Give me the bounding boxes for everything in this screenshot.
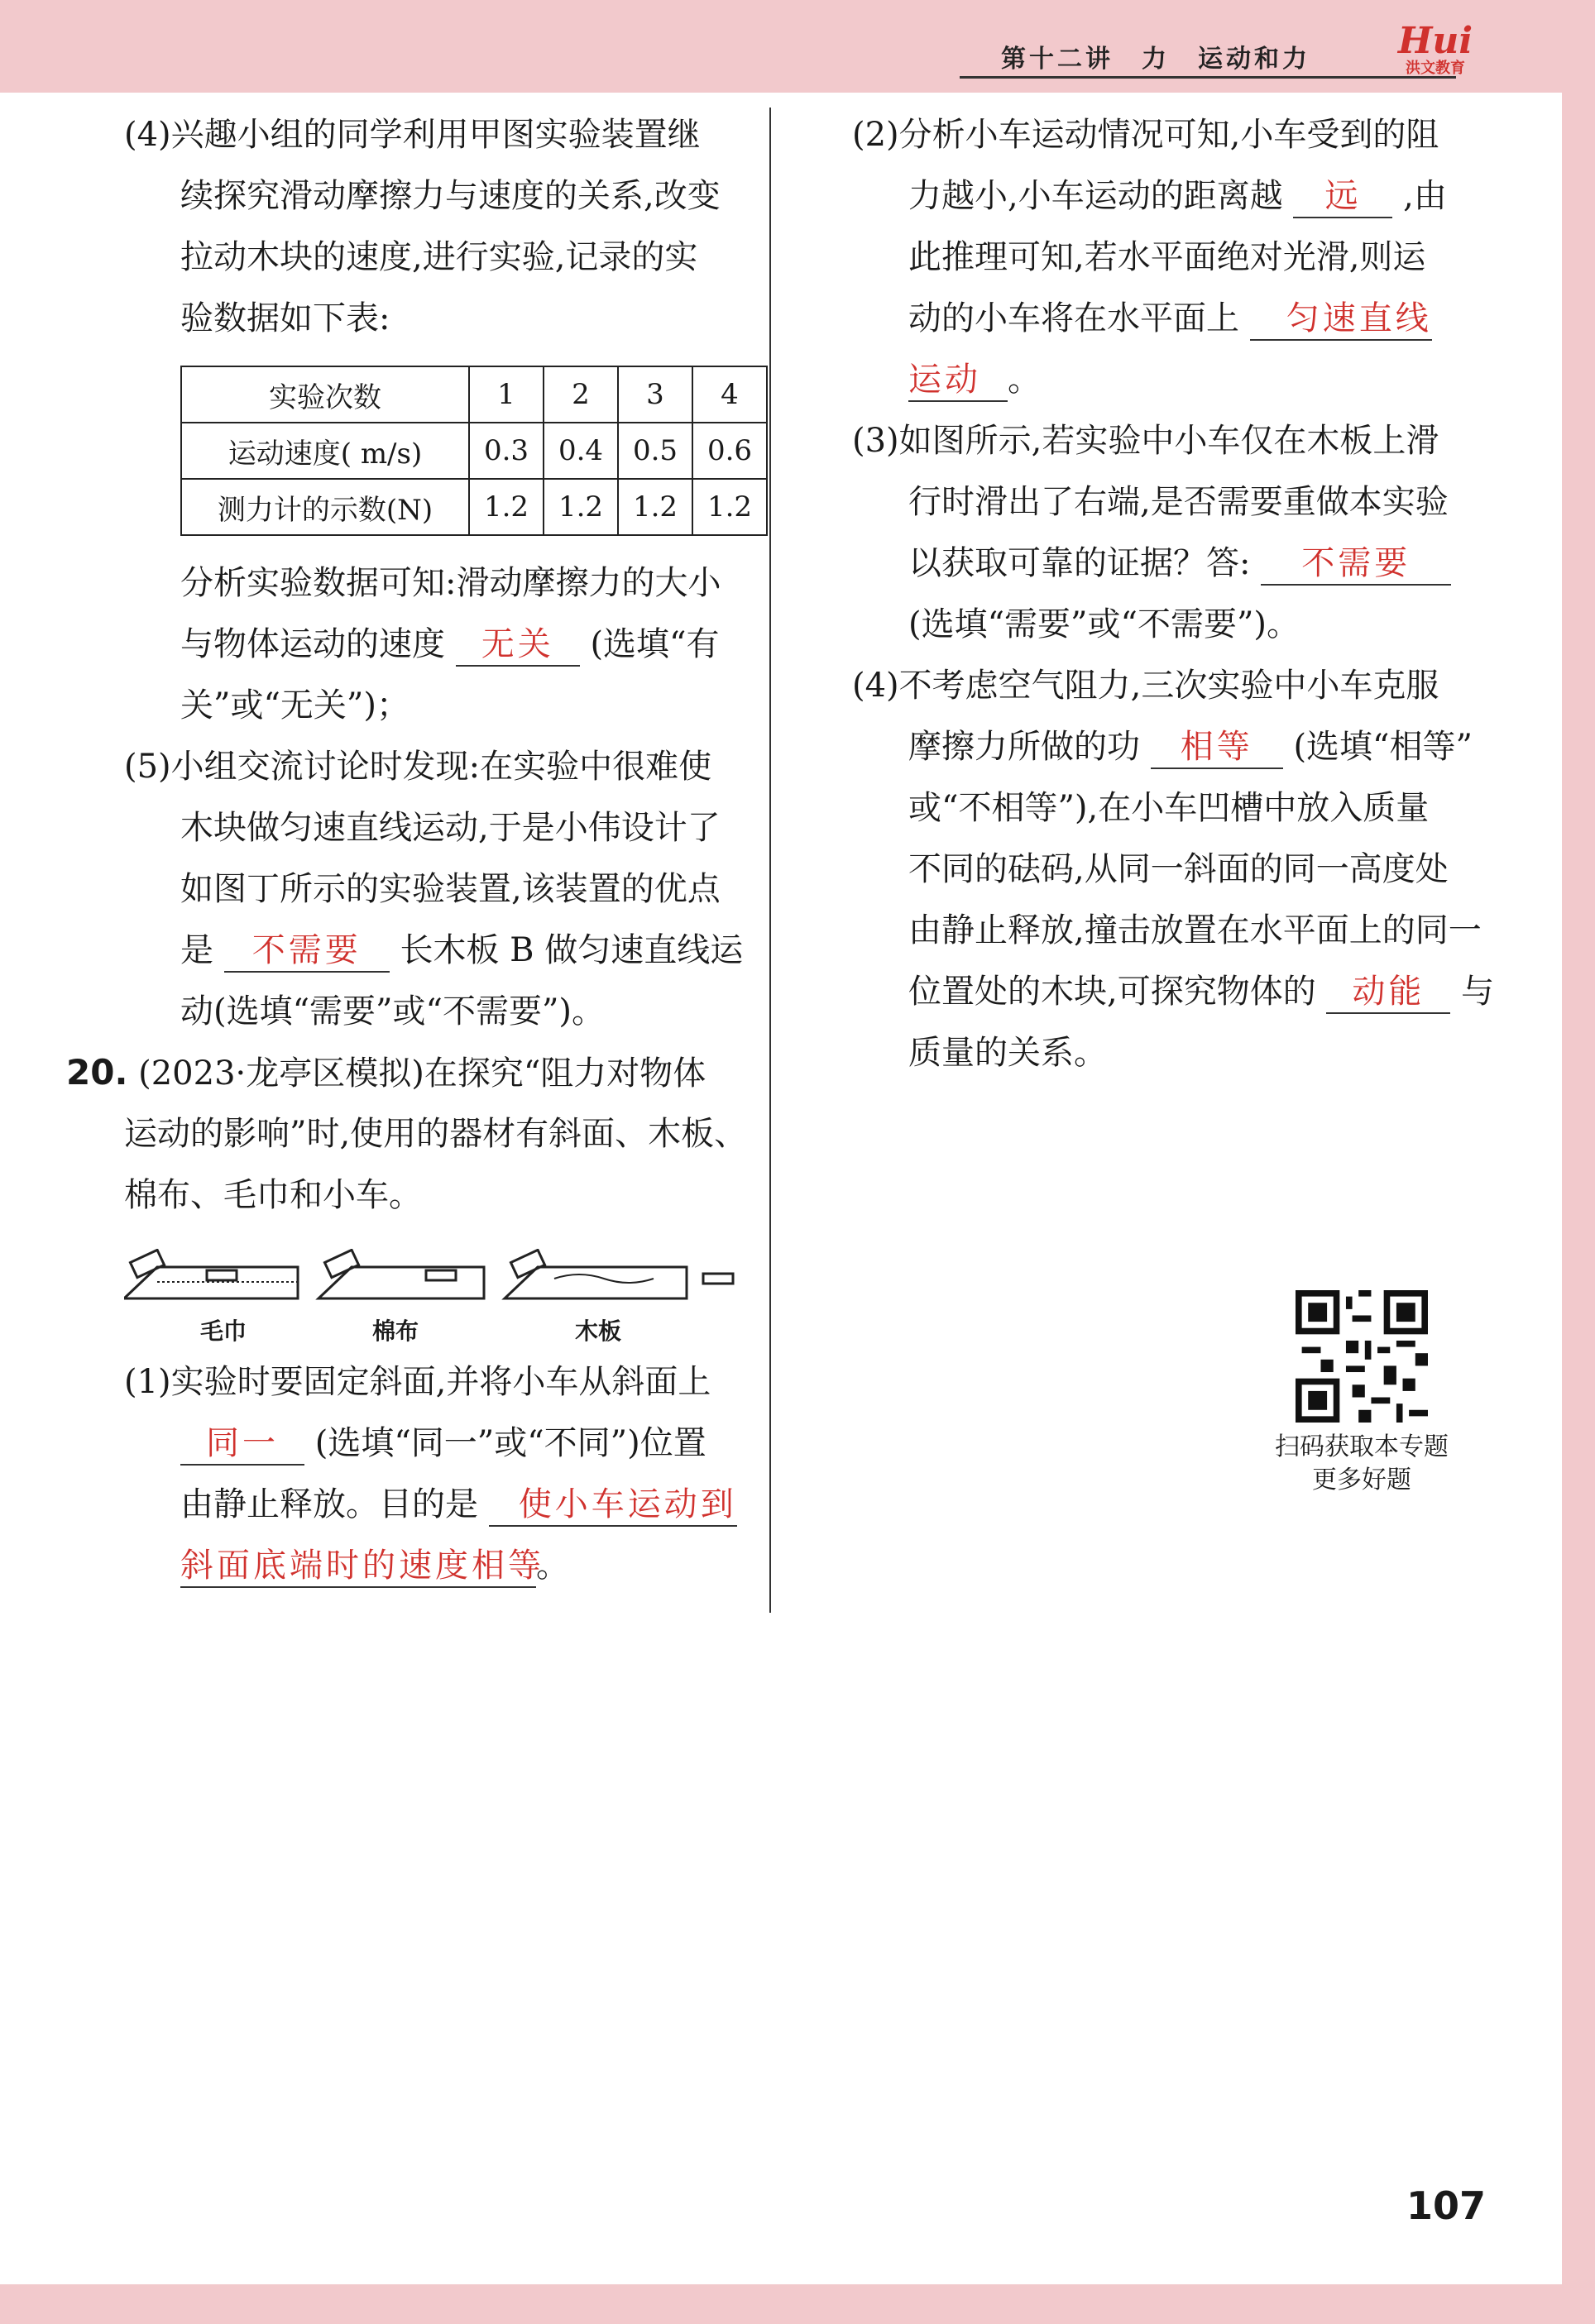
text: 与 (1461, 973, 1495, 1011)
table-cell: 0.3 (469, 423, 544, 479)
wood-setup (505, 1250, 733, 1298)
table-cell: 1 (469, 366, 544, 423)
table-row (181, 479, 767, 535)
table-cell: 0.4 (544, 423, 618, 479)
answer-blank: 匀速直线 (1250, 298, 1432, 341)
text: ,由 (1403, 177, 1447, 215)
q20-1-line-1: (1)实验时要固定斜面,并将小车从斜面上 (124, 1363, 711, 1401)
text: 是 (180, 931, 213, 969)
q3-line-1: (3)如图所示,若实验中小车仅在木板上滑 (852, 422, 1439, 460)
text: (选填“相等” (1293, 728, 1473, 766)
table-cell: 3 (618, 366, 692, 423)
q3-line-2: 行时滑出了右端,是否需要重做本实验 (908, 483, 1449, 521)
q2-line-3: 此推理可知,若水平面绝对光滑,则运 (908, 238, 1426, 276)
text: (选填“有 (590, 625, 720, 663)
q4-line-2: 续探究滑动摩擦力与速度的关系,改变 (180, 177, 721, 215)
text: 。 (1008, 361, 1041, 399)
table-cell: 4 (692, 366, 767, 423)
q20-line-2: 运动的影响”时,使用的器材有斜面、木板、 (124, 1115, 748, 1153)
q4r-line-1: (4)不考虑空气阻力,三次实验中小车克服 (852, 667, 1439, 705)
table-cell: 1.2 (692, 479, 767, 535)
answer-blank: 远 (1293, 175, 1392, 218)
q5-line-2: 木块做匀速直线运动,于是小伟设计了 (180, 809, 721, 847)
table-cell: 测力计的示数(N) (181, 479, 469, 535)
figure-label-wood: 木板 (575, 1317, 622, 1345)
table-row (181, 423, 767, 479)
figure-label-cotton: 棉布 (372, 1317, 419, 1345)
qr-caption (1249, 1431, 1474, 1497)
answer-blank: 无关 (456, 624, 580, 667)
table-cell: 运动速度( m/s) (181, 423, 469, 479)
answer-blank: 同一 (180, 1423, 304, 1466)
bottom-band (0, 2284, 1595, 2324)
towel-setup (124, 1250, 298, 1298)
table-cell: 1.2 (469, 479, 544, 535)
q20-1-line-3 (180, 1484, 737, 1527)
page-number: 107 (1406, 2183, 1487, 2228)
experiment-table (180, 366, 768, 536)
text: (选填“同一”或“不同”)位置 (314, 1424, 706, 1462)
text: 动的小车将在水平面上 (908, 299, 1239, 337)
q20-line-1 (66, 1052, 706, 1094)
q4r-line-5: 由静止释放,撞击放置在水平面上的同一 (908, 911, 1482, 949)
q3-line-3 (908, 543, 1451, 586)
qr-caption-line-2: 更多好题 (1312, 1466, 1411, 1494)
text: 力越小,小车运动的距离越 (908, 177, 1283, 215)
table-cell: 实验次数 (181, 366, 469, 423)
q4-analysis-line-1: 分析实验数据可知:滑动摩擦力的大小 (180, 564, 721, 602)
table-cell: 1.2 (618, 479, 692, 535)
q5-line-1: (5)小组交流讨论时发现:在实验中很难使 (124, 748, 712, 786)
q20-1-line-4 (180, 1545, 569, 1588)
table-row (181, 366, 767, 423)
text: 摩擦力所做的功 (908, 728, 1140, 766)
q4r-line-4: 不同的砝码,从同一斜面的同一高度处 (908, 850, 1449, 888)
answer-blank: 斜面底端时的速度相等 (180, 1545, 536, 1588)
top-band (0, 0, 1595, 93)
q2-line-5 (908, 359, 1041, 402)
answer-blank: 不需要 (1261, 543, 1451, 586)
q5-line-5: 动(选填“需要”或“不需要”)。 (180, 992, 606, 1030)
answer-blank: 相等 (1151, 726, 1283, 769)
q4r-line-6 (908, 971, 1494, 1014)
q4-line-4: 验数据如下表: (180, 299, 390, 337)
text: 与物体运动的速度 (180, 625, 445, 663)
answer-blank: 不需要 (224, 930, 390, 973)
q4-line-3: 拉动木块的速度,进行实验,记录的实 (180, 238, 698, 276)
q2-line-2 (908, 175, 1447, 218)
figure-label-towel: 毛巾 (200, 1317, 247, 1345)
question-number: 20. (66, 1052, 128, 1093)
q4-analysis-line-3: 关”或“无关”)； (180, 686, 410, 724)
logo-mark: Hui (1397, 20, 1473, 62)
text: (2023·龙亭区模拟)在探究“阻力对物体 (138, 1054, 706, 1093)
q4r-line-3: 或“不相等”),在小车凹槽中放入质量 (908, 789, 1430, 827)
qr-code[interactable] (1296, 1290, 1428, 1423)
text: 长木板 B 做匀速直线运 (400, 931, 744, 969)
answer-blank: 使小车运动到 (489, 1484, 737, 1527)
q2-line-4 (908, 298, 1432, 341)
q4r-line-7: 质量的关系。 (908, 1034, 1107, 1072)
incline-figure (124, 1249, 736, 1345)
right-band (1562, 0, 1595, 2324)
publisher-logo (1390, 20, 1481, 78)
q4r-line-2 (908, 726, 1473, 769)
qr-caption-line-1: 扫码获取本专题 (1275, 1432, 1449, 1461)
text: 。 (536, 1547, 569, 1585)
logo-text: 洪文教育 (1406, 60, 1465, 77)
header-title: 第十二讲 力 运动和力 (1001, 45, 1310, 74)
q2-line-1: (2)分析小车运动情况可知,小车受到的阻 (852, 116, 1439, 154)
incline-diagram (124, 1249, 736, 1315)
q5-line-4 (180, 930, 743, 973)
q20-line-3: 棉布、毛巾和小车。 (124, 1176, 422, 1214)
q4-line-1: (4)兴趣小组的同学利用甲图实验装置继 (124, 116, 701, 154)
text: 位置处的木块,可探究物体的 (908, 973, 1316, 1011)
table-cell: 2 (544, 366, 618, 423)
text: 由静止释放。目的是 (180, 1485, 478, 1523)
table-cell: 0.6 (692, 423, 767, 479)
table-cell: 1.2 (544, 479, 618, 535)
column-divider (769, 108, 771, 1613)
table-cell: 0.5 (618, 423, 692, 479)
header-rule (960, 76, 1456, 79)
q4-analysis-line-2 (180, 624, 720, 667)
q20-1-line-2 (180, 1423, 706, 1466)
text: 以获取可靠的证据？答: (908, 544, 1251, 582)
cotton-setup (319, 1250, 484, 1298)
answer-blank: 运动 (908, 359, 1008, 402)
q3-line-4: (选填“需要”或“不需要”)。 (908, 605, 1300, 643)
answer-blank: 动能 (1326, 971, 1450, 1014)
q5-line-3: 如图丁所示的实验装置,该装置的优点 (180, 870, 721, 908)
